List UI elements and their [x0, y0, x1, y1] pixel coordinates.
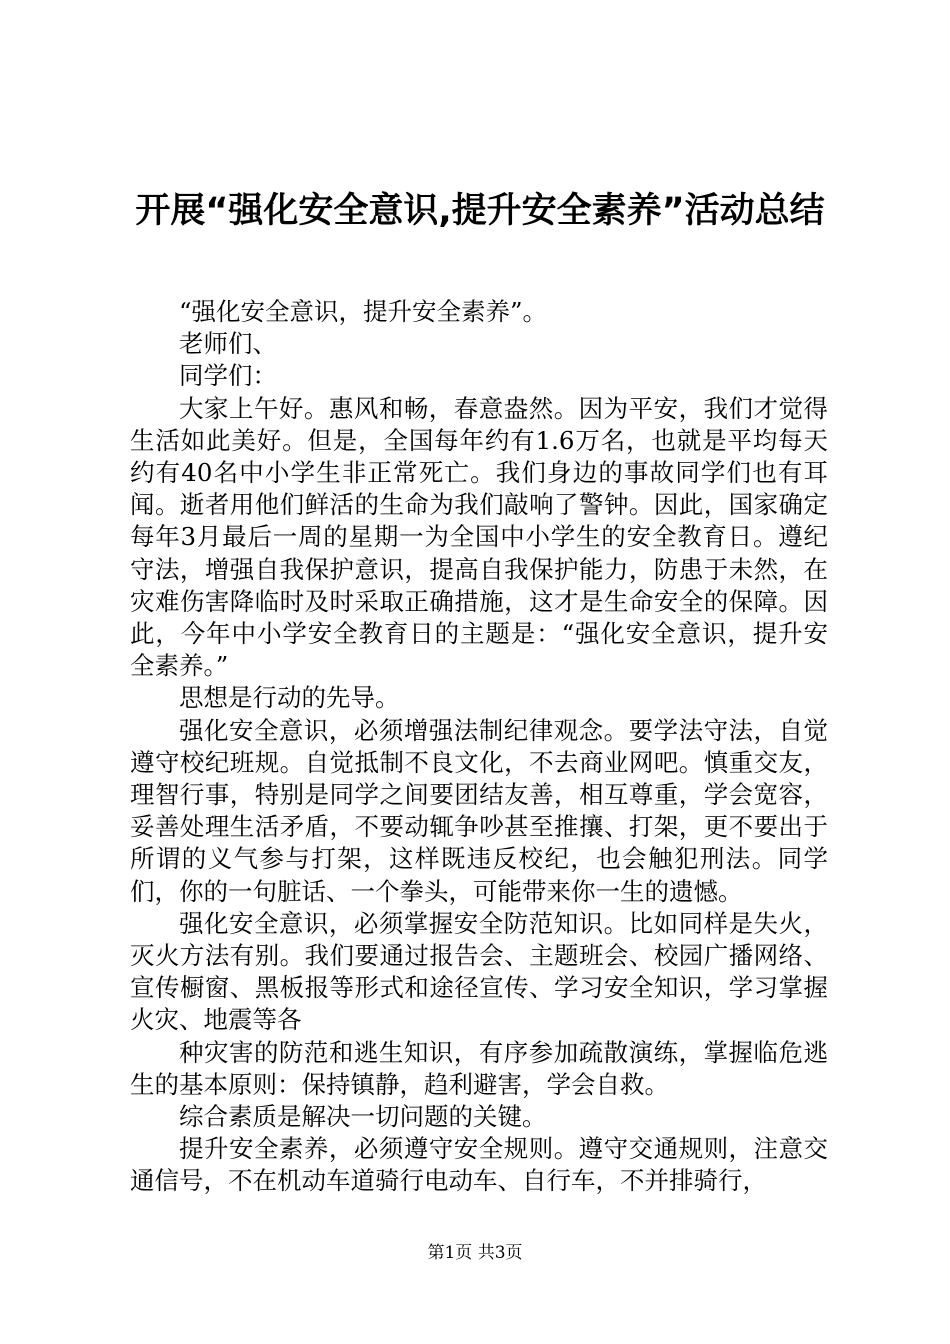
document-title: 开展“强化安全意识,提升安全素养”活动总结 — [135, 191, 825, 231]
paragraph: 强化安全意识，必须增强法制纪律观念。要学法守法，自觉遵守校纪班规。自觉抵制不良文化，不去商业网吧。慎重交友，理智行事，特别是同学之间要团结友善，相互尊重，学会宽容，妥善处理生活矛盾，不要动辄争吵甚至推攘、打架，更不要出于所谓的义气参与打架，这样既违反校纪，也会触犯刑法。同学们，你的一句脏话、一个拳头，可能带来你一生的遗憾。 — [130, 715, 828, 906]
paragraph: 老师们、 — [179, 329, 277, 359]
paragraph: “强化安全意识，提升安全素养”。 — [179, 297, 548, 326]
paragraph: 大家上午好。惠风和畅，春意盎然。因为平安，我们才觉得生活如此美好。但是，全国每年约有1.6万名，也就是平均每天约有40名中小学生非正常死亡。我们身边的事故同学们也有耳闻。逝者用他们鲜活的生命为我们敲响了警钟。因此，国家确定每年3月最后一周的星期一为全国中小学生的安全教育日。遵纪守法，增强自我保护意识，提高自我保护能力，防患于未然，在灾难伤害降临时及时采取正确措施，这才是生命安全的保障。因此，今年中小学安全教育日的主题是：“强化安全意识，提升安全素养。” — [130, 393, 828, 681]
paragraph: 综合素质是解决一切问题的关键。 — [179, 1102, 547, 1132]
paragraph: 种灾害的防范和逃生知识，有序参加疏散演练，掌握临危逃生的基本原则：保持镇静，趋利避害，学会自救。 — [130, 1037, 828, 1099]
paragraph: 提升安全素养，必须遵守安全规则。遵守交通规则，注意交通信号，不在机动车道骑行电动车、自行车，不并排骑行， — [130, 1134, 828, 1196]
page-footer: 第1页 共3页 — [427, 1243, 523, 1263]
paragraph: 强化安全意识，必须掌握安全防范知识。比如同样是失火，灭火方法有别。我们要通过报告会、主题班会、校园广播网络、宣传橱窗、黑板报等形式和途径宣传、学习安全知识，学习掌握火灾、地震等各 — [130, 908, 828, 1035]
paragraph: 思想是行动的先导。 — [179, 683, 400, 713]
document-body — [130, 296, 828, 1198]
paragraph: 同学们： — [179, 361, 277, 391]
